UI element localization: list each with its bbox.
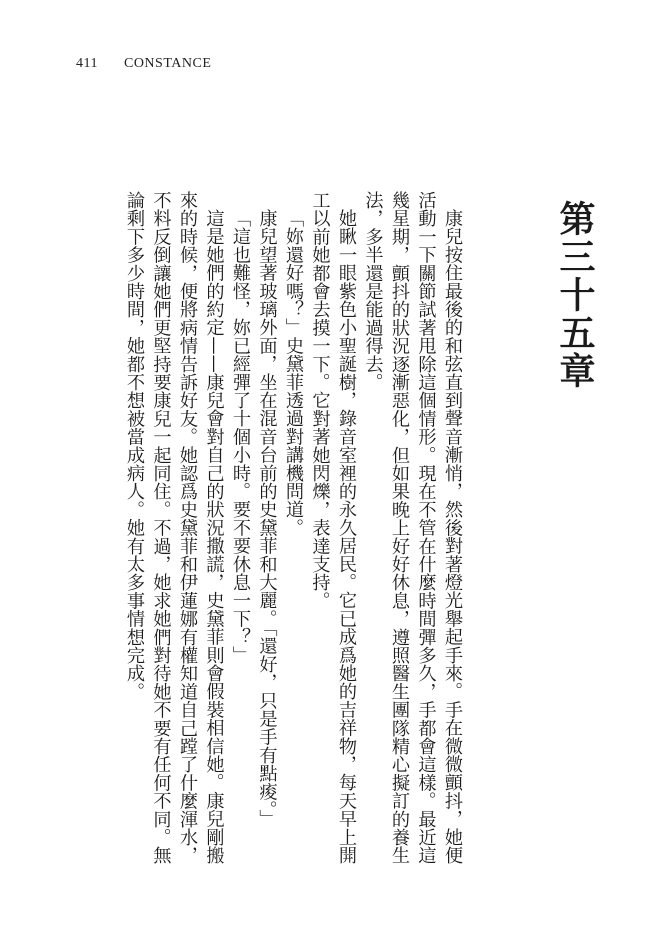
page-number: 411 [76, 56, 98, 71]
paragraph: 康兒望著玻璃外面，坐在混音台前的史黛菲和大麗。「還好，只是手有點痠。」 [256, 209, 278, 828]
chapter-body [76, 191, 465, 871]
paragraph: 「這也難怪，妳已經彈了十個小時。要不要休息一下？」 [230, 209, 251, 665]
chapter-title: 第三十五章 [554, 200, 596, 390]
paragraph: 康兒按住最後的和弦直到聲音漸悄，然後對著燈光舉起手來。手在微微顫抖，她便活動一下關節試著甩除這個情形。現在不管在什麼時間彈多久，手都會這樣。最近這幾星期，顫抖的狀況逐漸惡化，但如果晚上好好休息，遵照醫生團隊精心擬訂的養生法，多半還是能過得去。 [362, 191, 463, 865]
paragraph: 這是她們的約定——康兒會對自己的狀況撒謊，史黛菲則會假裝相信她。康兒剛搬來的時候，便將病情告訴好友。她認爲史黛菲和伊蓮娜有權知道自己蹚了什麼渾水，不料反倒讓她們更堅持要康兒一起同住。不過，她求她們對待她不要有任何不同。無論剩下多少時間，她都不想被當成病人。她有太多事情想完成。 [124, 191, 225, 865]
running-header [76, 56, 211, 72]
book-title: CONSTANCE [123, 56, 212, 71]
paragraph: 她瞅一眼紫色小聖誕樹，錄音室裡的永久居民。它已成爲她的吉祥物，每天早上開工以前她都會去摸一下。它對著她閃爍，表達支持。 [309, 191, 357, 865]
paragraph: 「妳還好嗎？」史黛菲透過對講機問道。 [283, 209, 304, 537]
